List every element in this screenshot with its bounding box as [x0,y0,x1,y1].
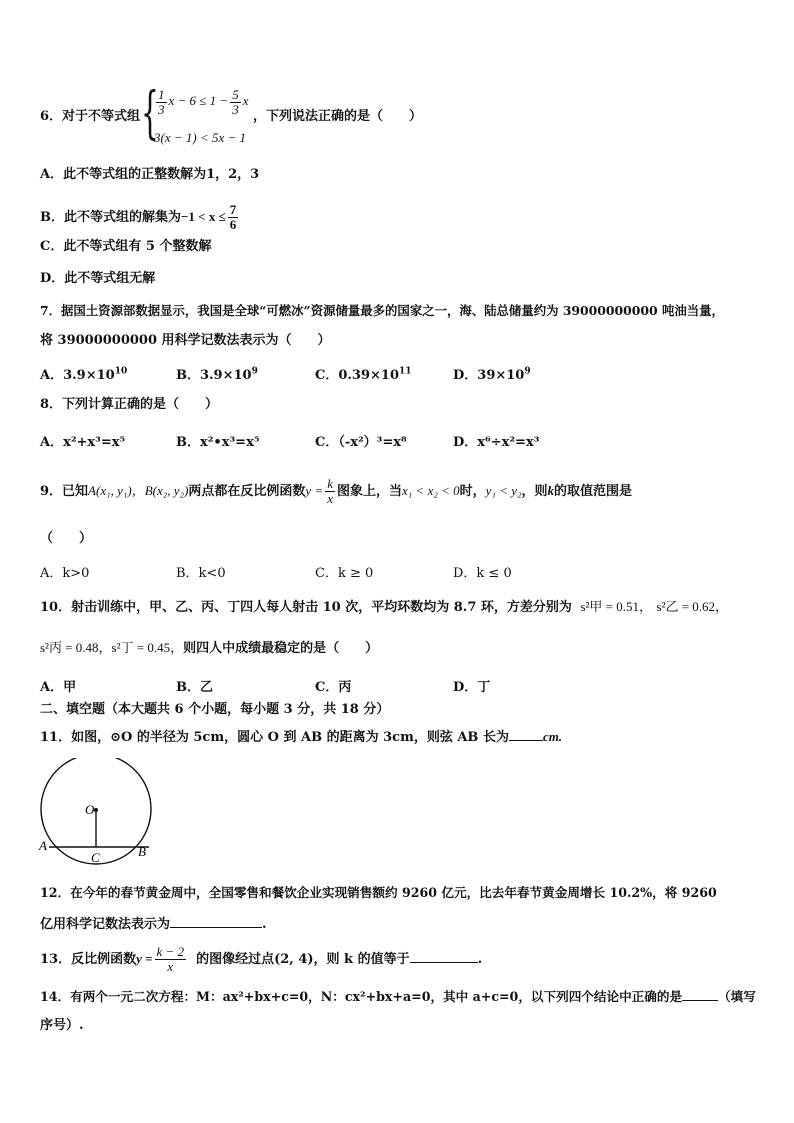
q9-option-d[interactable]: D．k ≤ 0 [453,566,512,581]
q12-line-2: 亿用科学记数法表示为 . [40,917,267,932]
label-o: O [85,802,95,817]
label-b: B [138,844,146,859]
q11-stem: 11．如图，⊙O 的半径为 5cm，圆心 O 到 AB 的距离为 3cm，则弦 AB 长为 cm. [40,729,563,745]
q9-paren: （ ） [40,531,93,546]
q12-line-1: 12．在今年的春节黄金周中，全国零售和餐饮企业实现销售额约 9260 亿元，比去年春节黄金周增长 10.2%，将 9260 [40,885,717,900]
q10-line-2: s²丙 = 0.48，s²丁 = 0.45，则四人中成绩最稳定的是（ ） [40,640,379,656]
q6-lead: 对于不等式组 [62,109,141,124]
q7-option-c[interactable]: C．$0.39\times 10^{11}$ [315,366,412,383]
q7-line-2: 将 39000000000 用科学记数法表示为（ ） [40,333,331,348]
q6-inequality-2: 3(x − 1) < 5x − 1 [154,130,247,145]
q6-brace: { [141,81,159,146]
q6-option-c[interactable]: C．此不等式组有 5 个整数解 [40,239,212,254]
q8-option-d[interactable]: D．x⁶÷x²=x³ [453,435,540,450]
q9-option-a[interactable]: A．k>0 [40,566,90,581]
q10-option-b[interactable]: B．乙 [176,680,213,695]
q6-option-b[interactable]: B．此不等式组的解集为−1 < x ≤ $\frac{7}{6}$ [40,202,237,232]
q14-line-2: 序号）. [40,1018,84,1033]
q9-stem: 9．已知A(x₁, y₁)，B(x₂, y₂)两点都在反比例函数y = $\frac{k}{x}$ 图象上，当x₁ < x₂ < 0时，y₁ < y₂，则k的取值范围是 [40,476,633,506]
q7-option-b[interactable]: B．$3.9\times 10^9$ [176,366,258,383]
q8-option-c[interactable]: C．（-x²）³=x⁸ [315,435,407,450]
q10-option-d[interactable]: D．丁 [453,680,491,695]
q8-option-b[interactable]: B．x²•x³=x⁵ [176,435,260,450]
q7-option-d[interactable]: D．$39\times 10^9$ [453,366,531,383]
q7-line-1: 7．据国土资源部数据显示，我国是全球“可燃冰”资源储量最多的国家之一，海、陆总储量约为 39000000000 吨油当量， [40,303,724,318]
label-a: A [39,838,47,853]
q10-line-1: 10．射击训练中，甲、乙、丙、丁四人每人射击 10 次，平均环数均为 8.7 环，方差分别为 s²甲 = 0.51， s²乙 = 0.62， [40,599,729,615]
q8-option-a[interactable]: A．x²+x³=x⁵ [40,435,126,450]
q10-option-c[interactable]: C．丙 [315,680,352,695]
q11-circle-figure [36,758,156,866]
section-heading: 二、填空题（本大题共 6 个小题，每小题 3 分，共 18 分） [40,702,390,717]
q9-option-c[interactable]: C．k ≥ 0 [315,566,374,581]
q8-stem: 8．下列计算正确的是（ ） [40,397,219,412]
q10-option-a[interactable]: A．甲 [40,680,77,695]
q9-option-b[interactable]: B．k<0 [176,566,226,581]
q6-number: 6． [40,109,63,124]
q6-tail: ，下列说法正确的是（ ） [253,109,423,124]
q7-option-a[interactable]: A．$3.9\times 10^{10}$ [40,366,128,383]
q6-option-a[interactable]: A．此不等式组的正整数解为1，2，3 [40,167,260,182]
q6-option-d[interactable]: D．此不等式组无解 [40,271,156,286]
q6-inequality-1: $\frac{1}{3}$ x − 6 ≤ 1 − $\frac{5}{3}$ x [158,86,249,117]
center-point [94,808,98,812]
q13-stem: 13．反比例函数y = $\frac{k - 2}{x}$ 的图像经过点(2, 4)，则 k 的值等于 . [40,944,483,974]
label-c: C [91,850,100,865]
q14-line-1: 14．有两个一元二次方程：M：ax²+bx+c=0，N：cx²+bx+a=0，其中 a+c=0，以下列四个结论中正确的是 （填写 [40,989,756,1004]
